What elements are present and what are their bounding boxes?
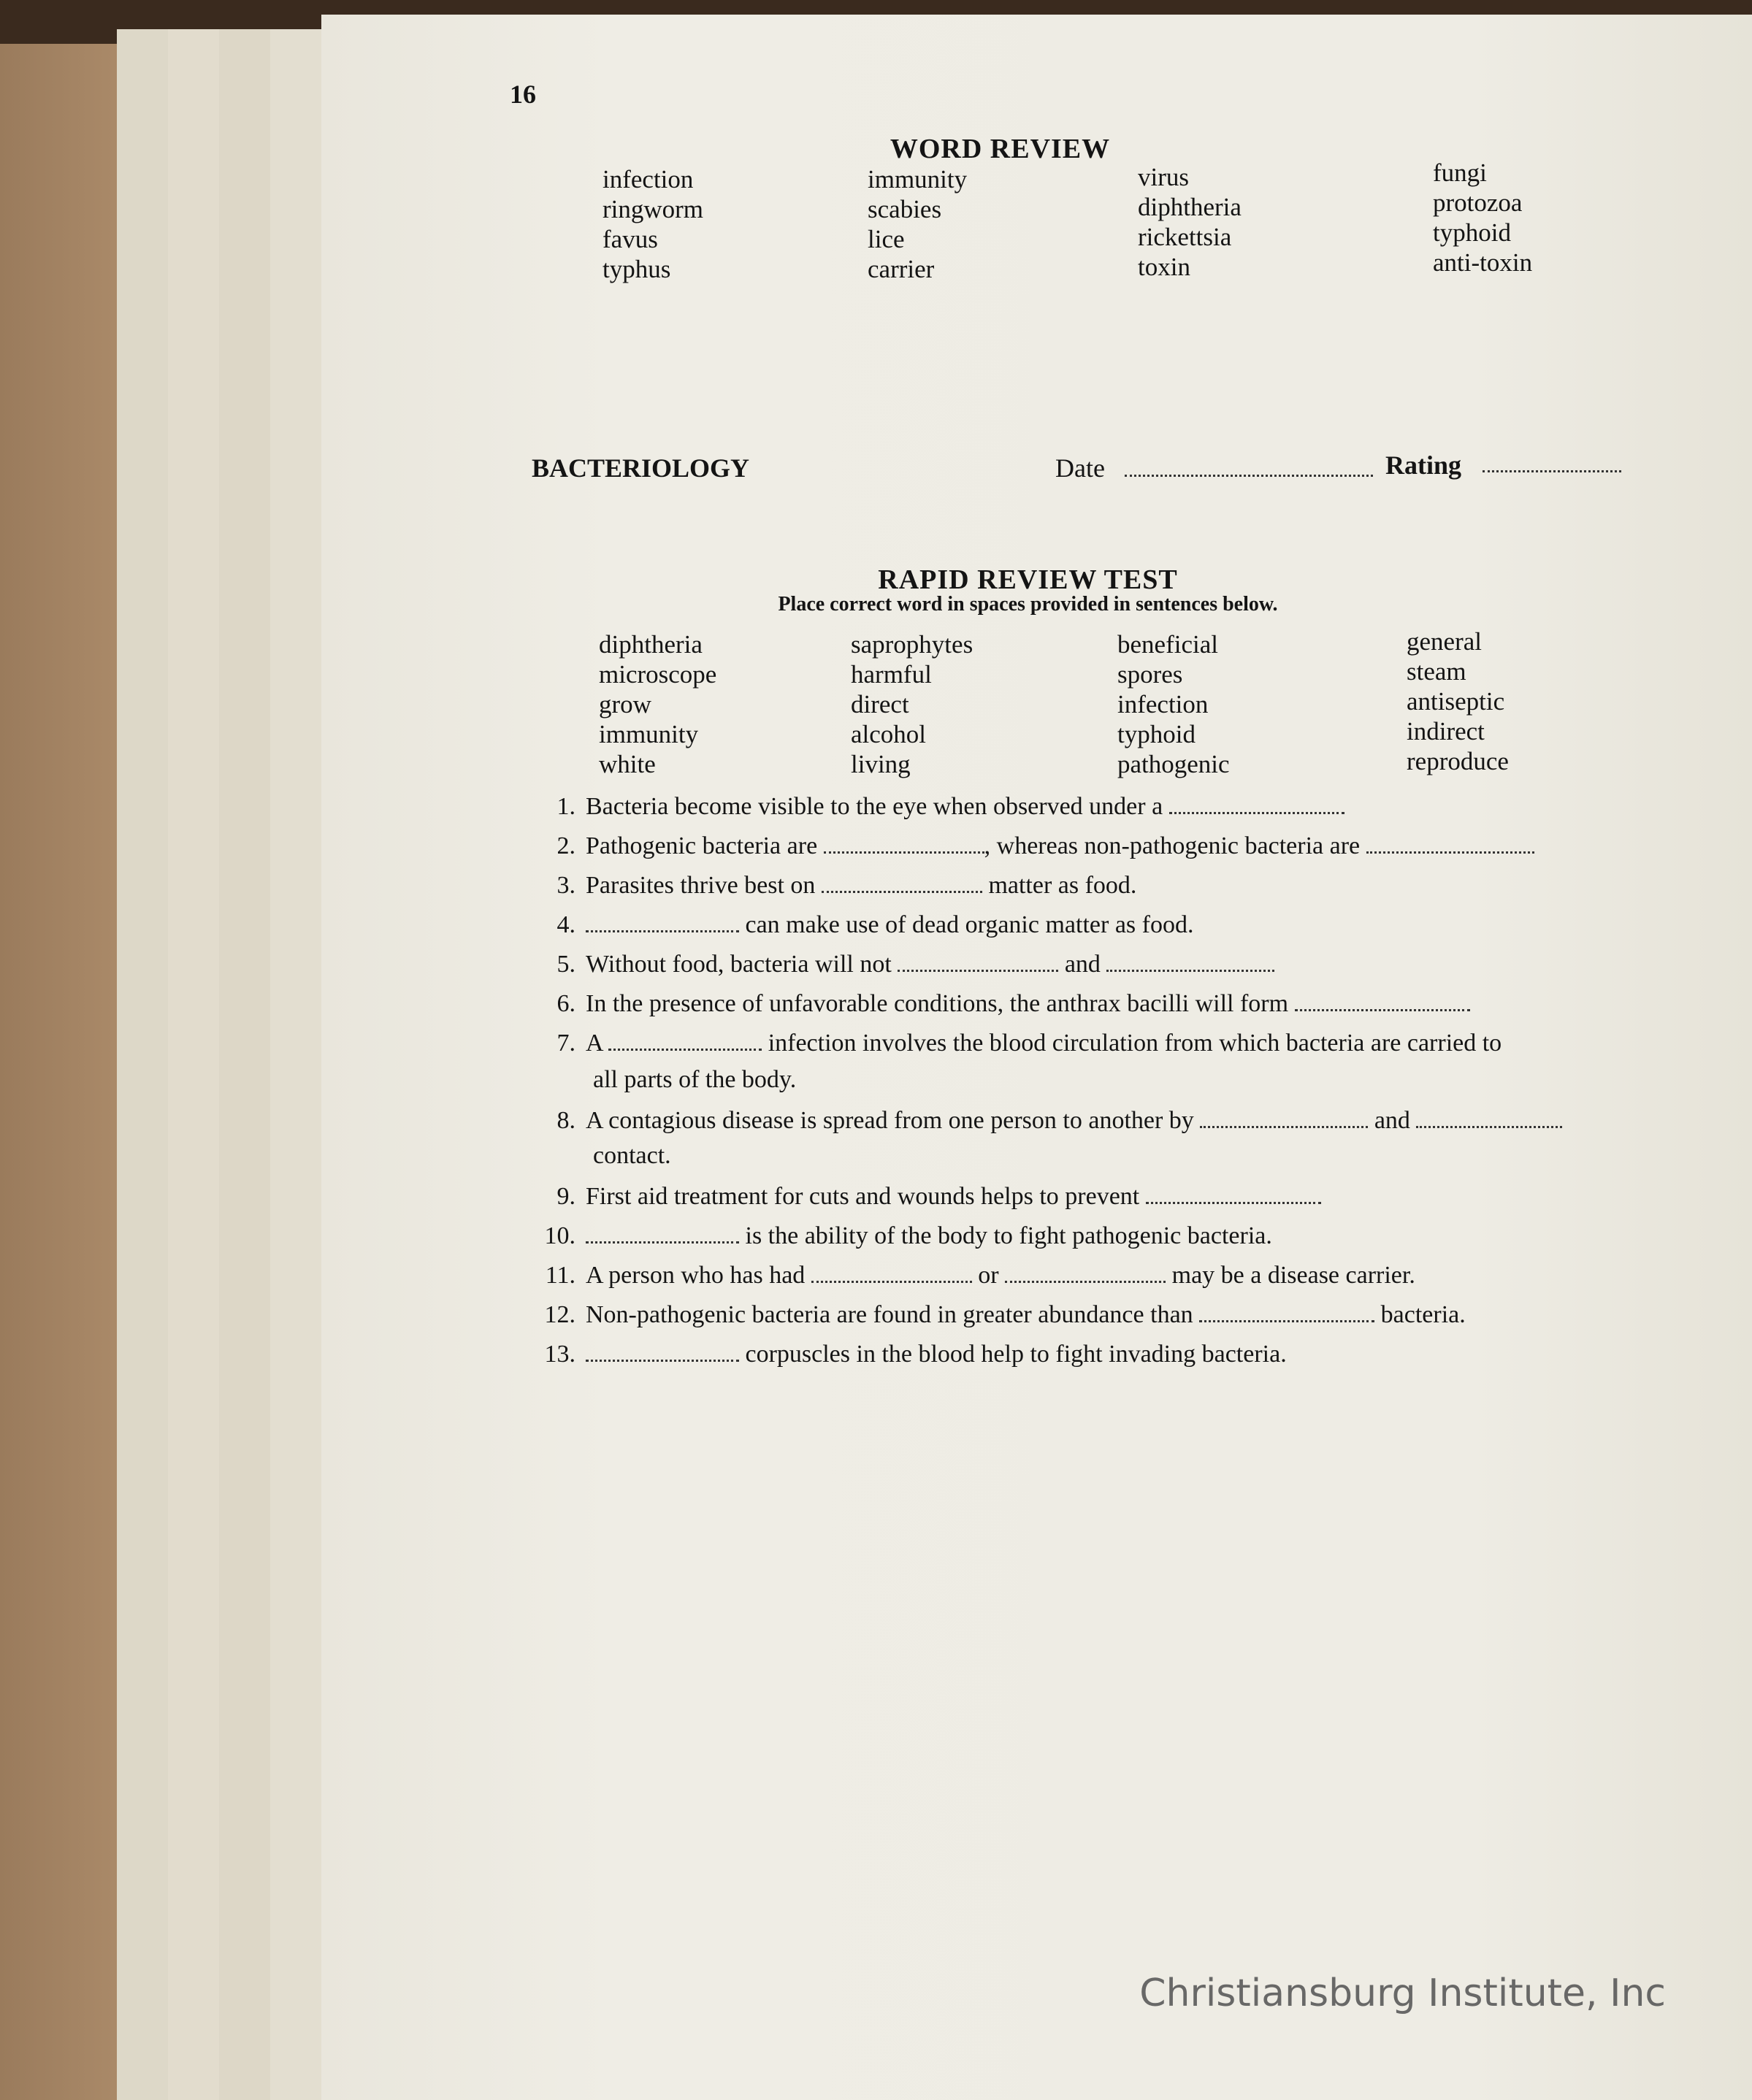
word-review-term: rickettsia: [1138, 223, 1232, 251]
word-bank-term: pathogenic: [1117, 750, 1230, 778]
word-bank-term: indirect: [1407, 717, 1485, 746]
word-bank-term: infection: [1117, 690, 1209, 718]
word-bank-term: antiseptic: [1407, 687, 1505, 716]
word-bank-term: steam: [1407, 657, 1466, 686]
word-bank-column-3: [1117, 629, 1230, 779]
word-review-term: typhus: [603, 255, 671, 283]
word-bank-term: typhoid: [1117, 720, 1196, 748]
answer-blank[interactable]: [586, 1231, 739, 1243]
rapid-review-instructions: Place correct word in spaces provided in sentences below.: [778, 593, 1278, 616]
answer-blank[interactable]: [586, 1349, 739, 1362]
subject-heading: BACTERIOLOGY: [532, 453, 750, 483]
word-bank-term: diphtheria: [599, 630, 703, 659]
word-review-term: anti-toxin: [1433, 248, 1533, 277]
question-3: 3. Parasites thrive best on matter as food.: [556, 872, 1137, 899]
answer-blank[interactable]: [1366, 841, 1534, 854]
answer-blank[interactable]: [1200, 1116, 1368, 1128]
question-12: 12. Non-pathogenic bacteria are found in greater abundance than bacteria.: [544, 1301, 1466, 1328]
watermark: Christiansburg Institute, Inc: [1139, 1971, 1666, 2015]
word-review-term: scabies: [868, 195, 942, 223]
word-review-column-3: [1138, 162, 1242, 282]
word-review-column-1: [603, 164, 703, 284]
answer-blank[interactable]: [608, 1038, 762, 1051]
word-review-term: carrier: [868, 255, 935, 283]
word-review-term: virus: [1138, 163, 1189, 191]
answer-blank[interactable]: [1416, 1116, 1562, 1128]
question-13: 13. corpuscles in the blood help to fight invading bacteria.: [544, 1341, 1287, 1368]
answer-blank[interactable]: [586, 920, 739, 932]
question-7-continuation: all parts of the body.: [593, 1066, 797, 1093]
word-review-column-4: [1433, 158, 1532, 277]
word-review-term: toxin: [1138, 253, 1190, 281]
word-bank-column-4: [1407, 626, 1509, 776]
date-label: Date: [1055, 453, 1105, 483]
page-number: 16: [510, 80, 536, 109]
word-bank-term: harmful: [851, 660, 932, 689]
answer-blank[interactable]: [1005, 1271, 1166, 1283]
word-bank-term: immunity: [599, 720, 699, 748]
word-review-term: protozoa: [1433, 188, 1523, 217]
date-blank[interactable]: [1125, 475, 1373, 477]
question-1: 1. Bacteria become visible to the eye when observed under a: [540, 793, 1344, 821]
question-5: 5. Without food, bacteria will not and: [540, 951, 1274, 978]
word-bank-term: grow: [599, 690, 651, 718]
word-bank-term: microscope: [599, 660, 717, 689]
word-bank-term: saprophytes: [851, 630, 973, 659]
word-review-term: diphtheria: [1138, 193, 1242, 221]
question-10: 10. is the ability of the body to fight pathogenic bacteria.: [544, 1222, 1272, 1249]
worksheet-page: [321, 15, 1752, 2100]
word-review-term: immunity: [868, 165, 968, 193]
answer-blank[interactable]: [1146, 1192, 1321, 1204]
answer-blank[interactable]: [811, 1271, 972, 1283]
question-8: 8. A contagious disease is spread from one person to another by and: [540, 1107, 1562, 1135]
question-8-continuation: contact.: [593, 1142, 671, 1169]
answer-blank[interactable]: [822, 881, 982, 893]
word-bank-term: alcohol: [851, 720, 927, 748]
question-11: 11. A person who has had or may be a disease carrier.: [545, 1262, 1415, 1289]
answer-blank[interactable]: [1295, 999, 1470, 1011]
word-bank-column-1: [599, 629, 716, 779]
question-6: 6. In the presence of unfavorable conditions, the anthrax bacilli will form: [540, 990, 1470, 1018]
rapid-review-title: RAPID REVIEW TEST: [878, 564, 1178, 595]
question-7: 7. A infection involves the blood circulation from which bacteria are carried to: [556, 1030, 1502, 1057]
word-bank-term: white: [599, 750, 656, 778]
word-review-column-2: [868, 164, 967, 284]
rating-blank[interactable]: [1483, 470, 1621, 472]
word-review-term: fungi: [1433, 158, 1487, 187]
word-bank-term: spores: [1117, 660, 1183, 689]
word-review-term: ringworm: [603, 195, 704, 223]
word-bank-column-2: [851, 629, 973, 779]
word-bank-term: living: [851, 750, 911, 778]
word-bank-term: direct: [851, 690, 909, 718]
word-review-term: favus: [603, 225, 658, 253]
answer-blank[interactable]: [898, 959, 1058, 972]
answer-blank[interactable]: [824, 841, 984, 854]
answer-blank[interactable]: [1199, 1310, 1374, 1322]
word-bank-term: beneficial: [1117, 630, 1218, 659]
word-bank-term: general: [1407, 627, 1482, 656]
word-review-title: WORD REVIEW: [890, 134, 1111, 164]
word-review-term: infection: [603, 165, 694, 193]
answer-blank[interactable]: [1106, 959, 1274, 972]
question-9: 9. First aid treatment for cuts and wounds helps to prevent: [540, 1183, 1321, 1211]
word-bank-term: reproduce: [1407, 747, 1509, 775]
answer-blank[interactable]: [1169, 802, 1344, 814]
question-4: 4. can make use of dead organic matter as food.: [556, 911, 1194, 938]
word-review-term: typhoid: [1433, 218, 1511, 247]
question-2: 2. Pathogenic bacteria are , whereas non-pathogenic bacteria are: [540, 832, 1534, 860]
rating-label: Rating: [1385, 451, 1462, 480]
word-review-term: lice: [868, 225, 905, 253]
